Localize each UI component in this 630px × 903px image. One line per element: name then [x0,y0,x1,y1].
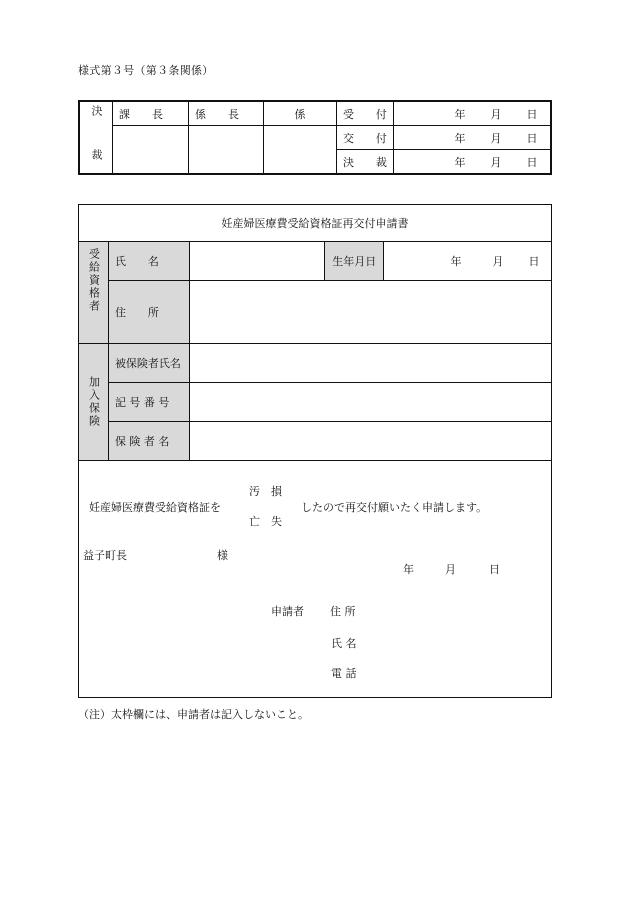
applicant-address-label: 住 所 [330,605,356,618]
address-field[interactable] [189,281,551,344]
symbol-field[interactable] [189,383,551,422]
month-label: 月 [490,107,502,121]
day-label: 日 [526,107,538,121]
kessai-label: 決 裁 [90,105,103,170]
date-month: 月 [445,563,456,576]
kakari-header [264,101,337,126]
insurer-label: 保 険 者 名 [114,435,170,448]
kakaricho-header [189,101,264,126]
address-label-cell [108,281,189,344]
day-label: 日 [526,155,538,169]
year-label: 年 [454,131,466,145]
applicant-name-label: 氏 名 [331,637,357,650]
row-label-1 [336,126,393,150]
year-label: 年 [454,107,466,121]
reason-soiled: 汚 損 [249,485,282,498]
insured-name-field[interactable] [189,344,551,383]
kakari-label: 係 [294,107,306,121]
kacho-sign-box [113,126,189,175]
birth-label-cell [325,242,384,281]
row-label-0 [336,101,393,126]
date-cell-2 [393,150,551,175]
recipient-label: 受給資格者 [87,248,101,313]
footnote: （注）太枠欄には、申請者は記入しないこと。 [78,708,309,721]
month-label: 月 [490,131,502,145]
application-form [78,204,552,698]
kacho-header [113,101,189,126]
name-label: 氏 名 [114,255,159,268]
statement-suffix: したので再交付願いたく申請します。 [301,501,488,514]
address-label: 住 所 [114,306,159,319]
applicant-label: 申請者 [271,605,304,618]
kofu-label: 交 付 [342,131,387,145]
form-title: 妊産婦医療費受給資格証再交付申請書 [79,205,552,242]
statement-section [79,461,552,698]
day-label: 日 [526,131,538,145]
sama-label: 様 [217,549,228,562]
date-cell-0 [393,101,551,126]
kakari-sign-box [264,126,337,175]
month-label: 月 [490,155,502,169]
insurance-label-cell [79,344,109,461]
name-label-cell [108,242,189,281]
uketsuke-label: 受 付 [342,107,387,121]
birth-field[interactable] [384,242,552,281]
year-label: 年 [450,255,462,268]
date-cell-1 [393,126,551,150]
birth-label: 生年月日 [332,255,377,268]
reason-lost: 亡 失 [249,515,282,528]
month-label: 月 [492,255,504,268]
insurer-label-cell [108,422,189,461]
year-label: 年 [454,155,466,169]
name-field[interactable] [189,242,325,281]
insurer-field[interactable] [189,422,551,461]
insurance-label: 加入保険 [87,376,101,428]
insured-name-label: 被保険者氏名 [114,357,181,370]
row-label-2 [336,150,393,175]
approval-table [78,100,552,175]
recipient-label-cell [79,242,109,344]
statement-prefix: 妊産婦医療費受給資格証を [89,501,221,514]
kessai-row-label: 決 裁 [342,155,387,169]
date-day: 日 [489,563,500,576]
kakaricho-sign-box [189,126,264,175]
day-label: 日 [528,255,540,268]
mayor-label: 益子町長 [83,549,127,562]
insured-name-label-cell [108,344,189,383]
kessai-cell [79,101,113,174]
kakaricho-label: 係 長 [195,107,240,121]
symbol-label-cell [108,383,189,422]
applicant-phone-label: 電 話 [331,667,357,680]
symbol-label: 記 号 番 号 [114,396,170,409]
form-number: 様式第３号（第３条関係） [78,64,214,77]
kacho-label: 課 長 [119,107,163,121]
date-year: 年 [403,563,414,576]
